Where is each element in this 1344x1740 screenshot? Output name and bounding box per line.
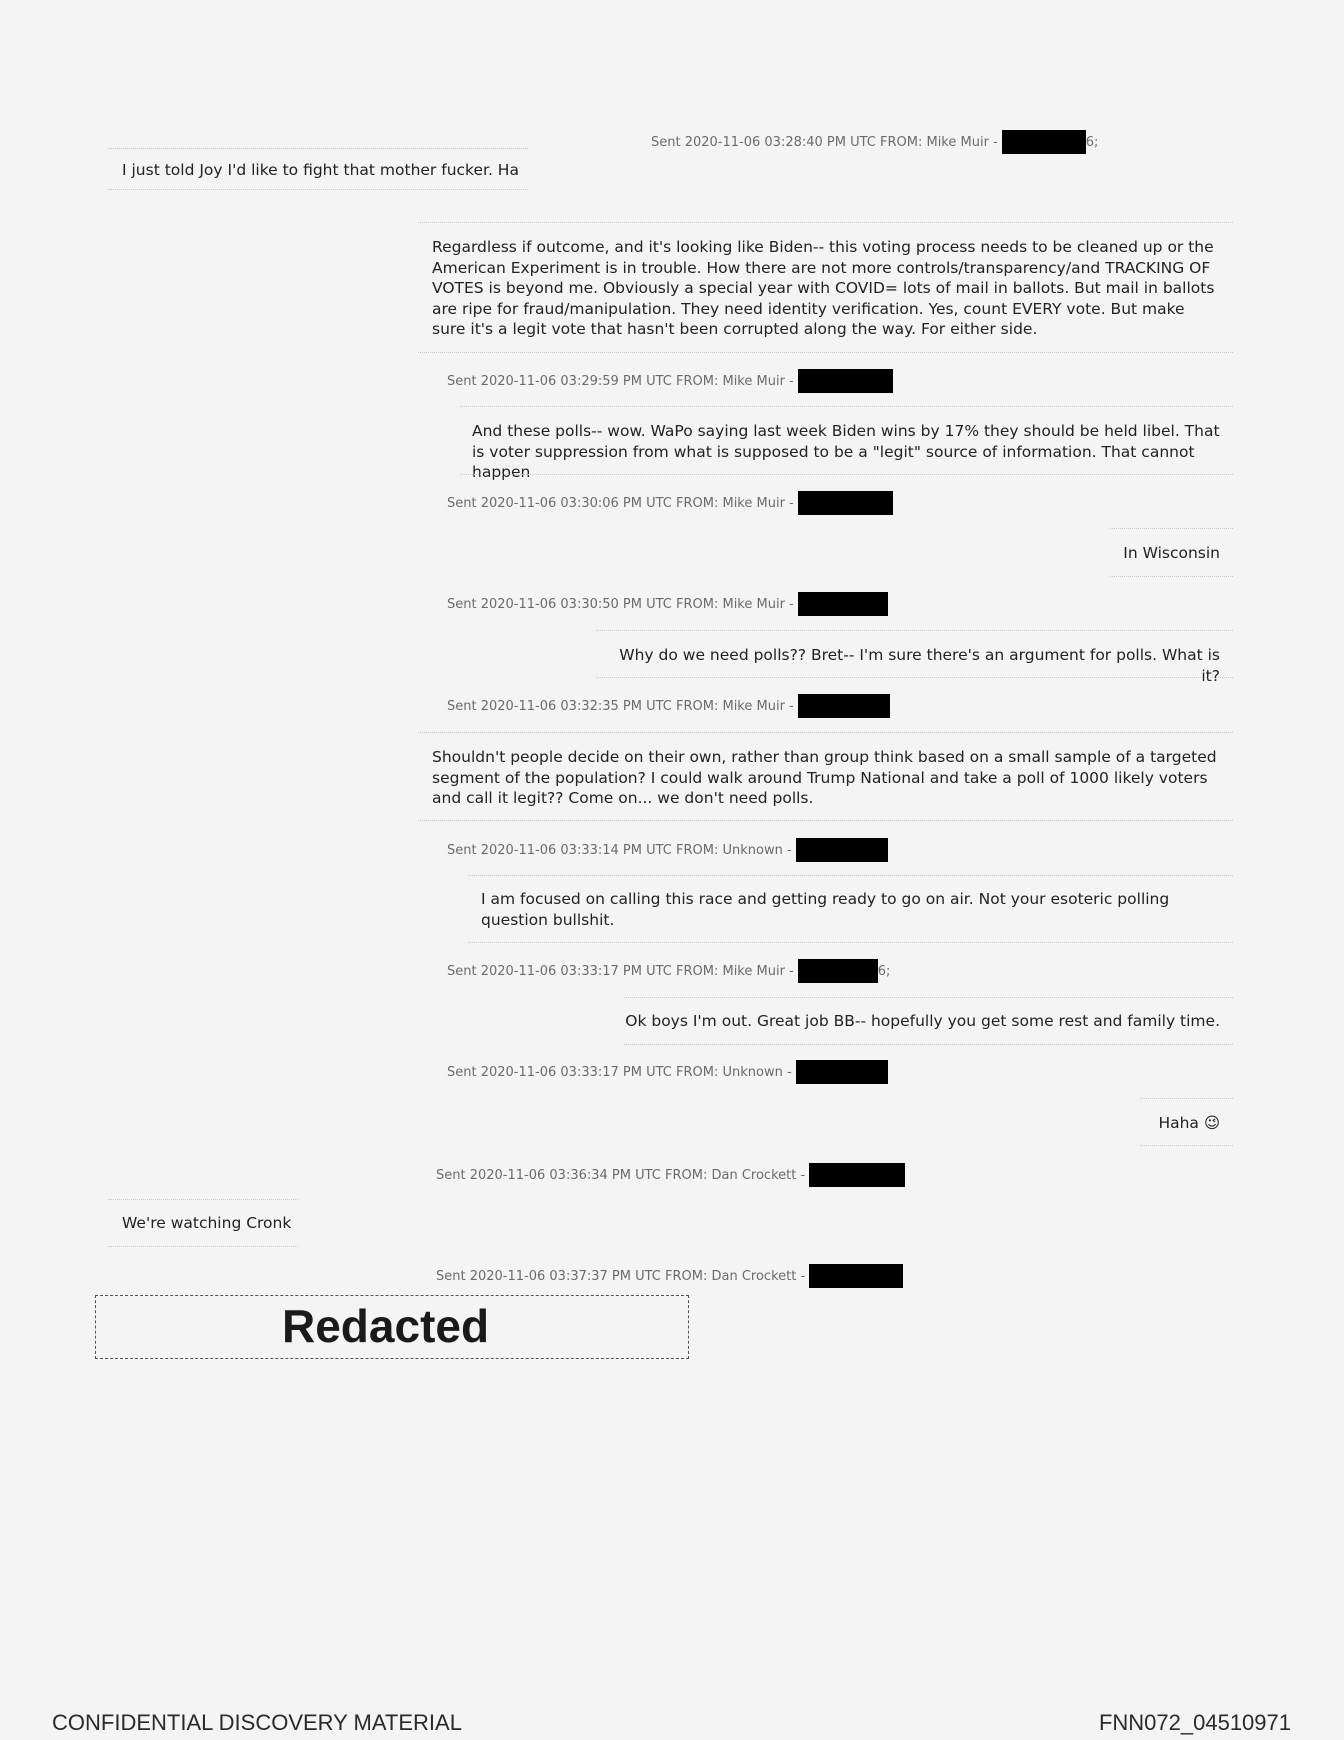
redaction-bar (1002, 130, 1086, 154)
message-text: I just told Joy I'd like to fight that mother fucker. Ha (122, 161, 519, 179)
message-text: In Wisconsin (1123, 544, 1220, 562)
separator (468, 942, 1233, 943)
message-metadata (447, 592, 888, 616)
separator (460, 474, 1233, 475)
redaction-label: Redacted (282, 1300, 490, 1352)
separator (624, 997, 1233, 998)
separator (468, 875, 1233, 876)
separator (596, 630, 1233, 631)
separator (624, 1044, 1233, 1045)
metadata-tail: 6; (877, 963, 891, 979)
separator (1110, 528, 1233, 529)
metadata-tail: 6; (1085, 134, 1099, 150)
message-text: And these polls-- wow. WaPo saying last week Biden wins by 17% they should be held libel. That is voter suppression from what is supposed to be a "legit" source of information. That cannot happen (472, 422, 1220, 481)
redaction-bar (798, 592, 888, 616)
redaction-bar (798, 959, 878, 983)
separator (418, 820, 1233, 821)
redaction-bar (796, 1060, 888, 1084)
message-metadata (447, 1060, 888, 1084)
separator (1110, 576, 1233, 577)
separator (108, 189, 528, 190)
metadata-text: Sent 2020-11-06 03:30:06 PM UTC FROM: Mike Muir - (447, 495, 794, 511)
message-text: I am focused on calling this race and getting ready to go on air. Not your esoteric polling question bullshit. (481, 890, 1170, 929)
redaction-bar (798, 369, 893, 393)
redaction-bar (798, 694, 890, 718)
separator (108, 1246, 298, 1247)
metadata-text: Sent 2020-11-06 03:30:50 PM UTC FROM: Mike Muir - (447, 596, 794, 612)
metadata-text: Sent 2020-11-06 03:36:34 PM UTC FROM: Dan Crockett - (436, 1167, 806, 1183)
metadata-text: Sent 2020-11-06 03:29:59 PM UTC FROM: Mike Muir - (447, 373, 794, 389)
message-metadata (651, 130, 1098, 154)
separator (418, 222, 1233, 223)
metadata-text: Sent 2020-11-06 03:33:17 PM UTC FROM: Unknown - (447, 1064, 792, 1080)
redaction-bar (809, 1264, 903, 1288)
redaction-bar (809, 1163, 905, 1187)
redaction-stamp (95, 1295, 689, 1359)
metadata-text: Sent 2020-11-06 03:33:14 PM UTC FROM: Unknown - (447, 842, 792, 858)
redaction-bar (798, 491, 893, 515)
separator (418, 352, 1233, 353)
message-metadata (447, 491, 893, 515)
message-text: We're watching Cronk (122, 1214, 292, 1232)
separator (1140, 1098, 1233, 1099)
message-text: Shouldn't people decide on their own, rather than group think based on a small sample of a targeted segment of the population? I could walk around Trump National and take a poll of 1000 likely voters and call it legit?? Come on... we don't need polls. (432, 748, 1217, 807)
redaction-bar (796, 838, 888, 862)
message-metadata (447, 959, 890, 983)
metadata-text: Sent 2020-11-06 03:33:17 PM UTC FROM: Mike Muir - (447, 963, 794, 979)
separator (460, 406, 1233, 407)
message-metadata (447, 838, 888, 862)
bates-number: FNN072_04510971 (1098, 1710, 1291, 1735)
metadata-text: Sent 2020-11-06 03:28:40 PM UTC FROM: Mike Muir - (651, 134, 998, 150)
separator (108, 1199, 298, 1200)
separator (1140, 1145, 1233, 1146)
message-text: Ok boys I'm out. Great job BB-- hopefully you get some rest and family time. (625, 1012, 1220, 1030)
message-text: Why do we need polls?? Bret-- I'm sure there's an argument for polls. What is it? (619, 646, 1220, 685)
separator (108, 148, 528, 149)
message-metadata (436, 1264, 903, 1288)
separator (596, 677, 1233, 678)
message-metadata (447, 369, 893, 393)
message-text: Regardless if outcome, and it's looking like Biden-- this voting process needs to be cleaned up or the American Experiment is in trouble. How there are not more controls/transparency/and TRACKING OF VOTES is beyond me. Obviously a special year with COVID= lots of mail in ballots. But mail in ballots are ripe for fraud/manipulation. They need identity verification. Yes, count EVERY vote. But make sure it's a legit vote that hasn't been corrupted along the way. For either side. (432, 238, 1215, 338)
message-metadata (436, 1163, 905, 1187)
confidentiality-label: CONFIDENTIAL DISCOVERY MATERIAL (52, 1710, 462, 1735)
message-metadata (447, 694, 890, 718)
message-text: Haha 😉 (1158, 1114, 1220, 1132)
metadata-text: Sent 2020-11-06 03:32:35 PM UTC FROM: Mike Muir - (447, 698, 794, 714)
separator (418, 732, 1233, 733)
metadata-text: Sent 2020-11-06 03:37:37 PM UTC FROM: Dan Crockett - (436, 1268, 806, 1284)
